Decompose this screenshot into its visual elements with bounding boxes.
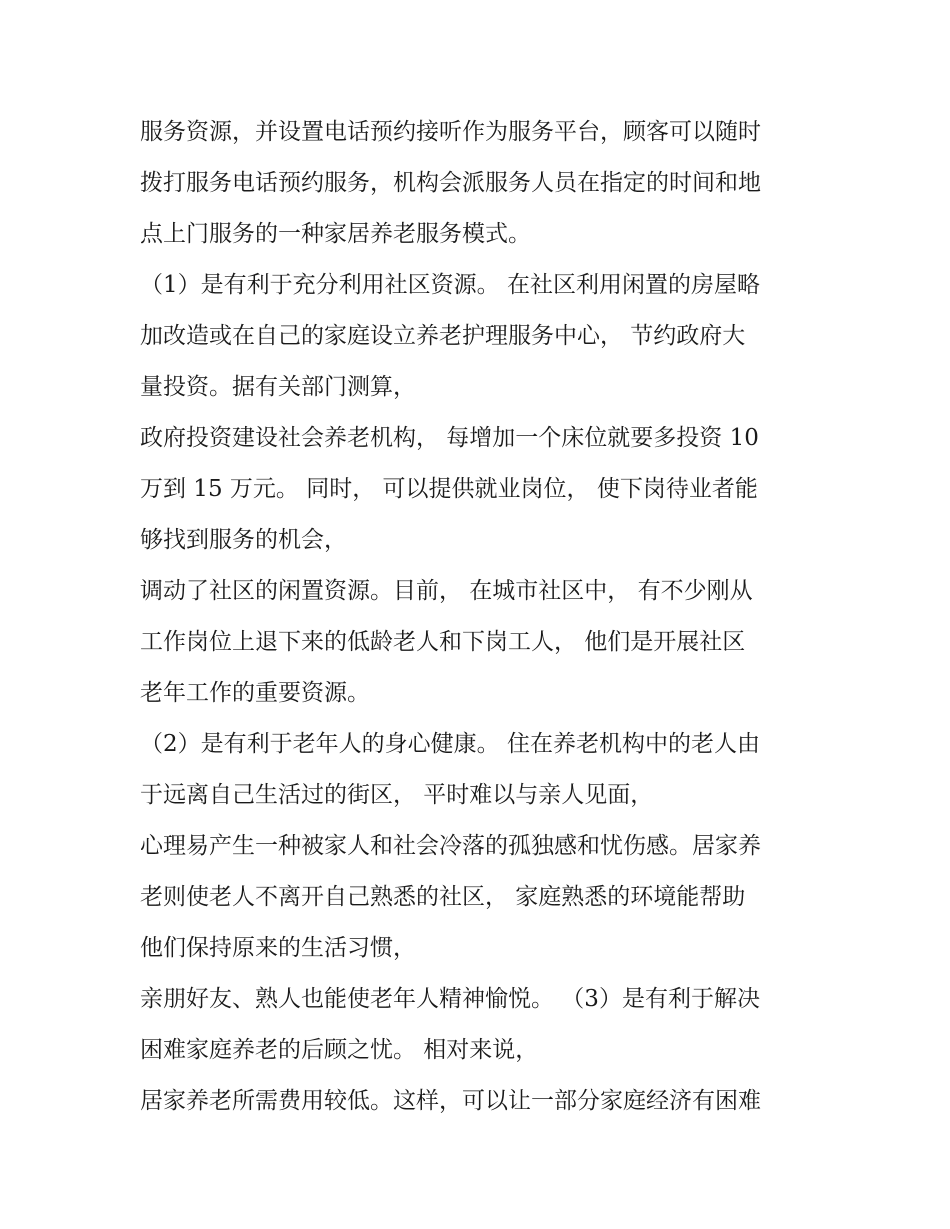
text-line: 他们保持原来的生活习惯， bbox=[140, 935, 416, 961]
text-line: 老年工作的重要资源。 bbox=[140, 680, 370, 706]
text-line: （2）是有利于老年人的身心健康。 住在养老机构中的老人由 bbox=[140, 731, 760, 757]
text-line: 加改造或在自己的家庭设立养老护理服务中心， 节约政府大 bbox=[140, 323, 746, 349]
body-text bbox=[140, 107, 830, 1127]
text-line: 服务资源，并设置电话预约接听作为服务平台，顾客可以随时 bbox=[140, 119, 761, 145]
text-line: （1）是有利于充分利用社区资源。 在社区利用闲置的房屋略 bbox=[140, 272, 760, 298]
text-line: 万到 15 万元。 同时， 可以提供就业岗位， 使下岗待业者能 bbox=[140, 476, 758, 502]
text-line: 居家养老所需费用较低。这样，可以让一部分家庭经济有困难 bbox=[140, 1088, 761, 1114]
text-line: 政府投资建设社会养老机构， 每增加一个床位就要多投资 10 bbox=[140, 425, 759, 451]
text-line: 调动了社区的闲置资源。目前， 在城市社区中， 有不少刚从 bbox=[140, 578, 753, 604]
text-line: 心理易产生一种被家人和社会冷落的孤独感和忧伤感。居家养 bbox=[140, 833, 761, 859]
text-line: 拨打服务电话预约服务，机构会派服务人员在指定的时间和地 bbox=[140, 170, 761, 196]
text-line: 困难家庭养老的后顾之忧。 相对来说， bbox=[140, 1037, 539, 1063]
text-line: 点上门服务的一种家居养老服务模式。 bbox=[140, 221, 531, 247]
text-line: 工作岗位上退下来的低龄老人和下岗工人， 他们是开展社区 bbox=[140, 629, 746, 655]
text-line: 老则使老人不离开自己熟悉的社区， 家庭熟悉的环境能帮助 bbox=[140, 884, 746, 910]
text-line: 亲朋好友、熟人也能使老年人精神愉悦。 （3）是有利于解决 bbox=[140, 986, 760, 1012]
text-line: 够找到服务的机会， bbox=[140, 527, 347, 553]
text-line: 于远离自己生活过的街区， 平时难以与亲人见面， bbox=[140, 782, 654, 808]
text-line: 量投资。据有关部门测算， bbox=[140, 374, 416, 400]
